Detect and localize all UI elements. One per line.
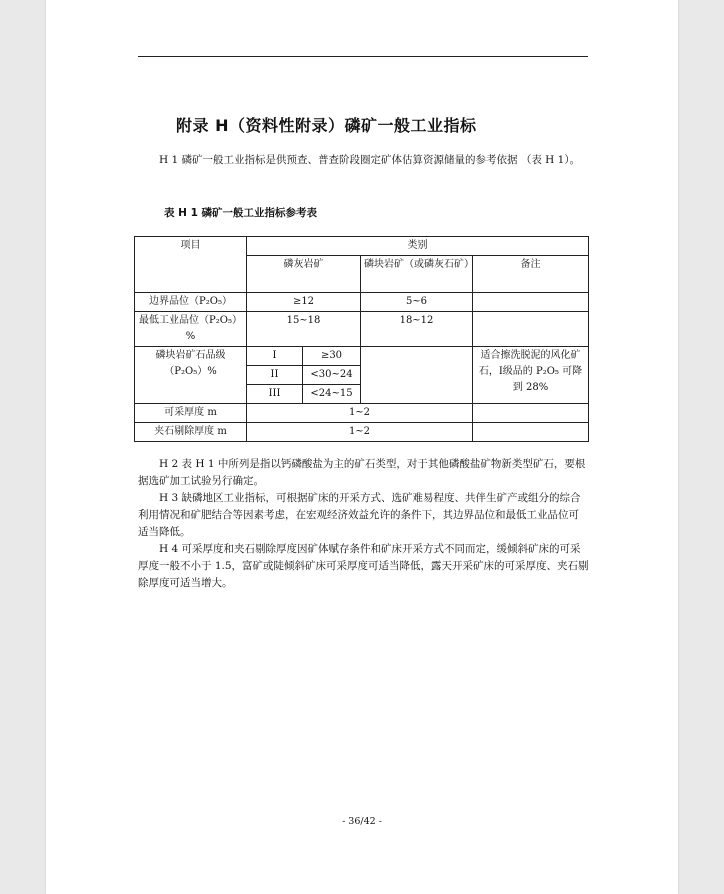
boundary-remark (473, 293, 589, 312)
table-row (135, 404, 589, 423)
grade-label: 磷块岩矿石品级（P₂O₅）% (135, 347, 247, 404)
min-grade-label: 最低工业品位（P₂O₅）% (135, 312, 247, 347)
header-rule (138, 56, 588, 57)
grade-value: ≥30 (303, 347, 361, 366)
grade-note: 适合擦洗脱泥的风化矿石，Ⅰ级品的 P₂O₅ 可降到 28% (473, 347, 589, 404)
paragraph-h2: H 2 表 H 1 中所列是指以钙磷酸盐为主的矿石类型，对于其他磷酸盐矿物新类型矿石，要根据选矿加工试验另行确定。 (138, 458, 586, 487)
header-remarks: 备注 (473, 256, 589, 293)
table-caption: 表 H 1 磷矿一般工业指标参考表 (164, 207, 318, 219)
boundary-phosphorite: ≥12 (247, 293, 361, 312)
waste-label: 夹石剔除厚度 m (135, 423, 247, 442)
grade-value: <30~24 (303, 366, 361, 385)
grade-level: III (247, 385, 303, 404)
waste-remark (473, 423, 589, 442)
table-row (135, 312, 589, 347)
header-phosphorite: 磷灰岩矿 (247, 256, 361, 293)
grade-block-empty (361, 347, 473, 404)
header-item: 项目 (135, 237, 247, 293)
page-title: 附录 H（资料性附录）磷矿一般工业指标 (176, 116, 477, 135)
header-category: 类别 (247, 237, 589, 256)
grade-value: <24~15 (303, 385, 361, 404)
grade-level: II (247, 366, 303, 385)
header-block: 磷块岩矿（或磷灰石矿） (361, 256, 473, 293)
table-row (135, 347, 589, 366)
table-row (135, 293, 589, 312)
thickness-remark (473, 404, 589, 423)
thickness-label: 可采厚度 m (135, 404, 247, 423)
paragraph-h4: H 4 可采厚度和夹石剔除厚度因矿体赋存条件和矿床开采方式不同而定，缓倾斜矿床的可采厚度一般不小于 1.5，富矿或陡倾斜矿床可采厚度可适当降低，露天开采矿床的可采厚度、夹石剔除厚度可适当增大。 (138, 543, 589, 589)
indicator-table (134, 236, 589, 442)
intro-paragraph: H 1 磷矿一般工业指标是供预查、普查阶段圈定矿体估算资源储量的参考依据 （表 H 1）。 (159, 154, 581, 166)
min-grade-block: 18~12 (361, 312, 473, 347)
thickness-value: 1~2 (247, 404, 473, 423)
min-grade-remark (473, 312, 589, 347)
grade-level: I (247, 347, 303, 366)
document-page (46, 0, 678, 894)
table-row (135, 423, 589, 442)
paragraph-h3: H 3 缺磷地区工业指标，可根据矿床的开采方式、选矿难易程度、共伴生矿产或组分的综合利用情况和矿肥结合等因素考虑，在宏观经济效益允许的条件下，其边界品位和最低工业品位可适当降低。 (138, 492, 581, 538)
boundary-label: 边界品位（P₂O₅） (135, 293, 247, 312)
boundary-block: 5~6 (361, 293, 473, 312)
waste-value: 1~2 (247, 423, 473, 442)
page-number: - 36/42 - (342, 816, 382, 827)
min-grade-phosphorite: 15~18 (247, 312, 361, 347)
table-header-row (135, 237, 589, 256)
